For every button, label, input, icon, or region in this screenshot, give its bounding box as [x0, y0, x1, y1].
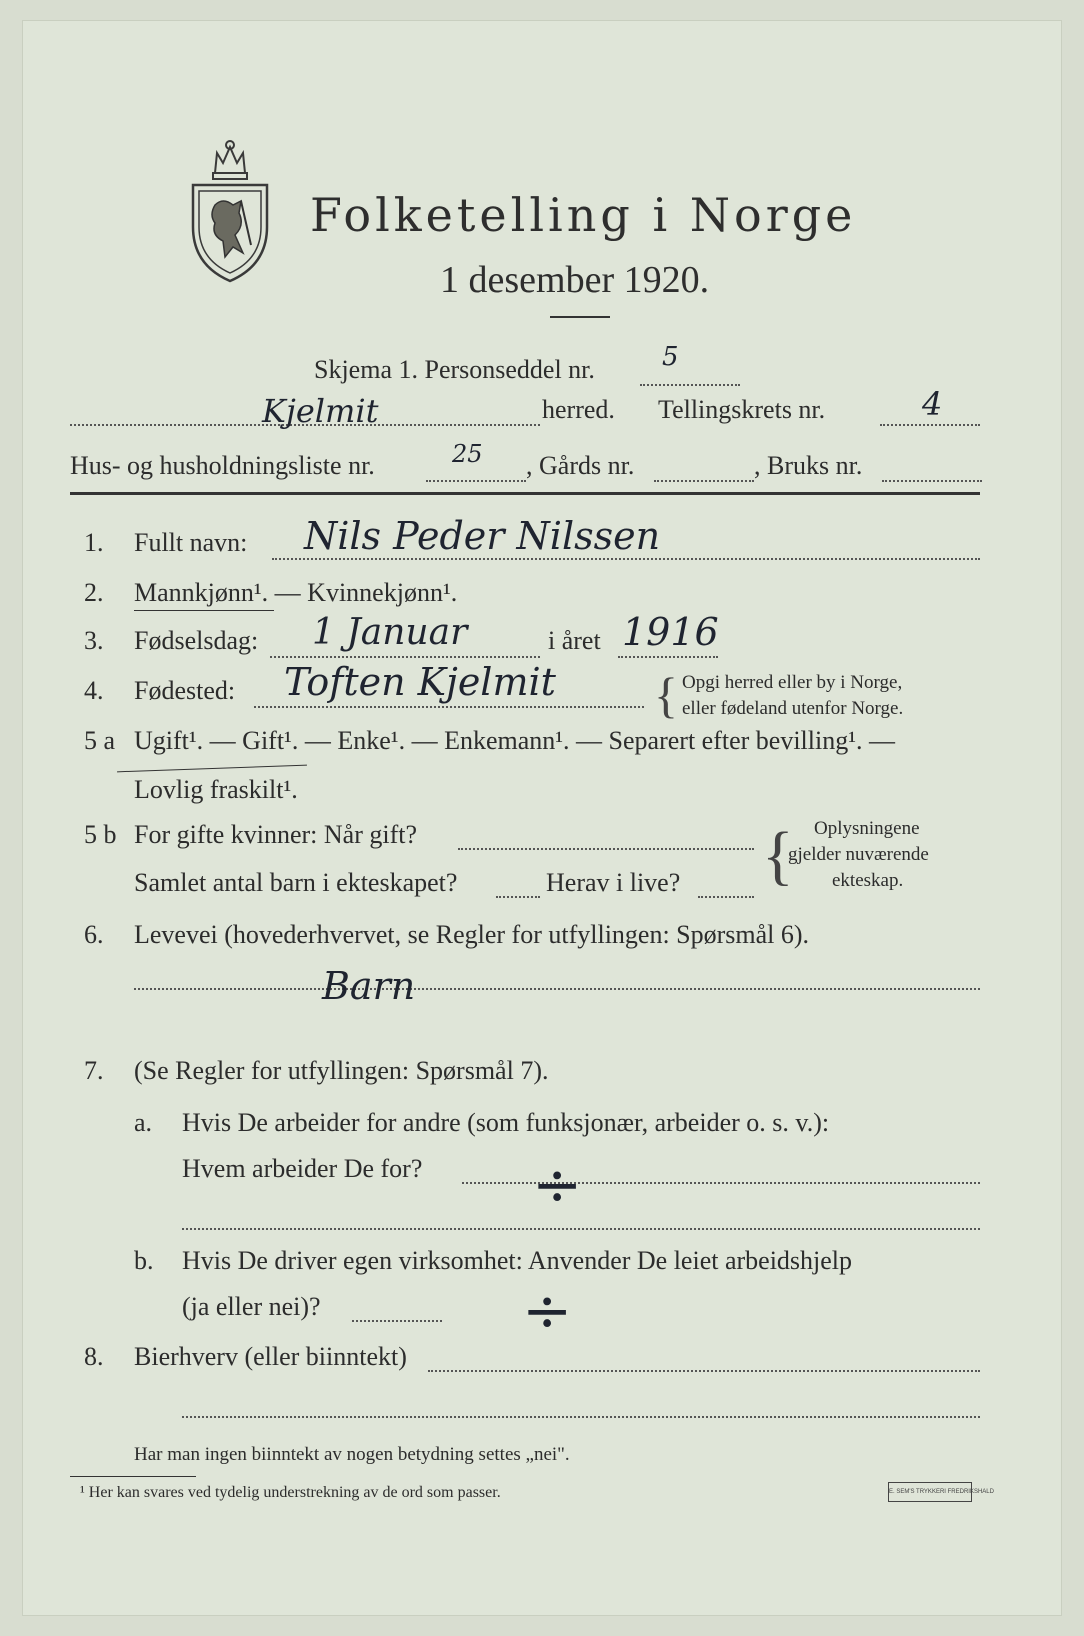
field-5a-number: 5 a — [84, 726, 116, 755]
field-1-number: 1. — [84, 528, 104, 557]
field-5b-brace: { — [762, 819, 794, 892]
form-date: 1 desember 1920. — [440, 259, 710, 301]
field-6-number: 6. — [84, 920, 104, 949]
herred-value: Kjelmit — [262, 392, 379, 430]
bruks-label: , Bruks nr. — [754, 451, 863, 480]
field-1-line — [272, 558, 980, 560]
field-7a-line-2 — [182, 1228, 980, 1230]
form-title: Folketelling i Norge — [310, 188, 857, 242]
field-5b-number: 5 b — [84, 820, 117, 849]
tellingskrets-label: Tellingskrets nr. — [658, 395, 826, 424]
field-1-value: Nils Peder Nilssen — [304, 514, 661, 558]
field-5a-label: Ugift¹. — Gift¹. — Enke¹. — Enkemann¹. — Separert efter bevilling¹. — — [134, 726, 896, 755]
field-4-note-1: Opgi herred eller by i Norge, — [682, 672, 903, 693]
field-5b-note-3: ekteskap. — [832, 870, 904, 891]
field-7-number: 7. — [84, 1056, 104, 1085]
field-6-label: Levevei (hovederhvervet, se Regler for utfyllingen: Spørsmål 6). — [134, 920, 810, 949]
field-4-line — [254, 706, 644, 708]
field-3-year-line — [618, 656, 718, 658]
field-3-line — [270, 656, 540, 658]
field-3-value: 1 Januar — [312, 612, 468, 653]
field-2-label: Mannkjønn¹. — Kvinnekjønn¹. — [134, 578, 458, 607]
printer-mark: E. SEM'S TRYKKERI FREDRIKSHALD — [888, 1482, 972, 1502]
field-8-label: Bierhverv (eller biinntekt) — [134, 1342, 407, 1371]
gaards-label: , Gårds nr. — [526, 451, 635, 480]
field-3-year-value: 1916 — [622, 610, 719, 654]
field-7b-label-2: (ja eller nei)? — [182, 1292, 321, 1321]
field-7b-number: b. — [134, 1246, 154, 1275]
coat-of-arms-icon — [185, 135, 275, 285]
field-4-brace: { — [654, 667, 678, 723]
skjema-line — [640, 384, 740, 386]
field-5a-label-2: Lovlig fraskilt¹. — [134, 775, 298, 804]
title-divider — [550, 316, 610, 318]
footnote: ¹ Her kan svares ved tydelig understrekning av de ord som passer. — [80, 1484, 501, 1501]
field-5b-when-line — [458, 848, 754, 850]
field-5b-label-2: Samlet antal barn i ekteskapet? — [134, 868, 458, 897]
field-5b-note-1: Oplysningene — [814, 818, 920, 839]
skjema-value: 5 — [662, 342, 679, 372]
skjema-label: Skjema 1. Personseddel nr. — [314, 355, 595, 384]
field-4-number: 4. — [84, 676, 104, 705]
husliste-line — [426, 480, 526, 482]
field-5b-alive-line — [698, 896, 754, 898]
field-7a-label: Hvis De arbeider for andre (som funksjonær, arbeider o. s. v.): — [182, 1108, 830, 1137]
footnote-rule — [70, 1476, 196, 1477]
field-1-label: Fullt navn: — [134, 528, 248, 557]
tellingskrets-value: 4 — [922, 385, 943, 423]
field-7a-label-2: Hvem arbeider De for? — [182, 1154, 423, 1183]
field-8-line — [428, 1370, 980, 1372]
field-6-value: Barn — [322, 964, 416, 1008]
field-7b-label: Hvis De driver egen virksomhet: Anvender De leiet arbeidshjelp — [182, 1246, 853, 1275]
field-7b-value: ÷ — [522, 1276, 573, 1346]
field-5b-label-3: Herav i live? — [546, 868, 681, 897]
tellingskrets-line — [880, 424, 980, 426]
census-form — [22, 20, 1062, 1616]
field-7-label: (Se Regler for utfyllingen: Spørsmål 7). — [134, 1056, 549, 1085]
bruks-line — [882, 480, 982, 482]
footer-note: Har man ingen biinntekt av nogen betydning settes „nei". — [134, 1444, 570, 1465]
field-3-label: Fødselsdag: — [134, 626, 259, 655]
gaards-line — [654, 480, 754, 482]
field-2-underline — [134, 610, 274, 611]
herred-label: herred. — [542, 395, 615, 424]
field-3-number: 3. — [84, 626, 104, 655]
husliste-label: Hus- og husholdningsliste nr. — [70, 451, 375, 480]
field-7a-number: a. — [134, 1108, 153, 1137]
field-3-year-label: i året — [548, 626, 601, 655]
field-4-label: Fødested: — [134, 676, 236, 705]
header-rule — [70, 492, 980, 495]
field-5b-note-2: gjelder nuværende — [788, 844, 929, 865]
field-8-line-2 — [182, 1416, 980, 1418]
field-5b-label: For gifte kvinner: Når gift? — [134, 820, 418, 849]
field-6-line — [134, 988, 980, 990]
field-7a-value: ÷ — [532, 1150, 583, 1220]
field-4-value: Toften Kjelmit — [284, 660, 556, 704]
field-2-number: 2. — [84, 578, 104, 607]
field-8-number: 8. — [84, 1342, 104, 1371]
field-4-note-2: eller fødeland utenfor Norge. — [682, 698, 904, 719]
field-7b-line — [352, 1320, 442, 1322]
field-5a-mark — [117, 765, 307, 773]
field-5b-children-line — [496, 896, 540, 898]
husliste-value: 25 — [452, 440, 483, 468]
